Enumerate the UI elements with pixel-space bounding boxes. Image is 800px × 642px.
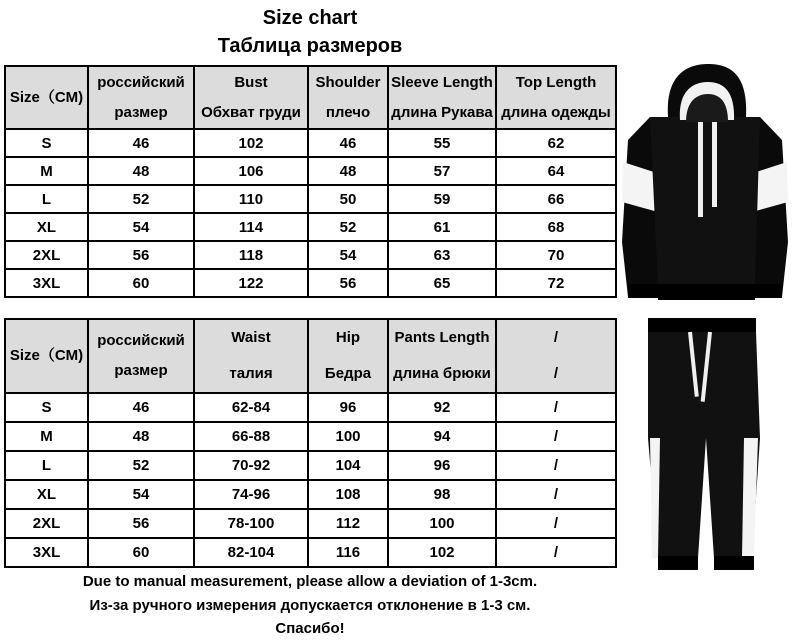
header-label: Top Length xyxy=(515,73,597,91)
bottom-table-cell: 98 xyxy=(388,480,496,509)
header-size xyxy=(5,66,88,129)
top-table-cell: 64 xyxy=(496,157,616,185)
bottom-table-cell: 46 xyxy=(88,393,194,422)
bottom-table-cell: 100 xyxy=(308,422,388,451)
bottom-table-cell: 62-84 xyxy=(194,393,308,422)
bottom-table-cell: 82-104 xyxy=(194,538,308,567)
bottom-table-row xyxy=(5,393,616,422)
bottom-table-cell: 96 xyxy=(308,393,388,422)
bottom-table-cell: M xyxy=(5,422,88,451)
bottom-table-cell: / xyxy=(496,538,616,567)
top-table-row xyxy=(5,213,616,241)
pants-image xyxy=(630,318,780,573)
bottom-table-cell: / xyxy=(496,422,616,451)
bottom-table-cell: 92 xyxy=(388,393,496,422)
header-label: Обхват груди xyxy=(201,103,301,121)
top-table-cell: 68 xyxy=(496,213,616,241)
header-label: талия xyxy=(229,365,273,382)
bottom-table-cell: S xyxy=(5,393,88,422)
bottom-table-cell: / xyxy=(496,509,616,538)
bottom-table-row xyxy=(5,451,616,480)
bottom-table-cell: 2XL xyxy=(5,509,88,538)
top-table-cell: XL xyxy=(5,213,88,241)
top-table-cell: 63 xyxy=(388,241,496,269)
top-table-cell: 102 xyxy=(194,129,308,157)
header-label: российский xyxy=(97,73,185,91)
hoodie-image xyxy=(620,62,790,307)
top-table-cell: 60 xyxy=(88,269,194,297)
bottom-table-row xyxy=(5,422,616,451)
bottom-table-cell: / xyxy=(496,451,616,480)
top-table-cell: 114 xyxy=(194,213,308,241)
header-sleeve-length xyxy=(388,66,496,129)
top-table-cell: 56 xyxy=(88,241,194,269)
bottom-table-cell: 66-88 xyxy=(194,422,308,451)
bottom-table-cell: 48 xyxy=(88,422,194,451)
bottom-table-cell: 78-100 xyxy=(194,509,308,538)
header-label: размер xyxy=(114,103,168,121)
top-table-row xyxy=(5,129,616,157)
top-table-cell: 48 xyxy=(308,157,388,185)
header-shoulder xyxy=(308,66,388,129)
bottom-table-cell: 94 xyxy=(388,422,496,451)
top-table-cell: S xyxy=(5,129,88,157)
header-label: Sleeve Length xyxy=(391,73,493,91)
header-label: / xyxy=(553,329,559,346)
top-table-cell: 46 xyxy=(308,129,388,157)
top-table-cell: 106 xyxy=(194,157,308,185)
top-table-cell: 62 xyxy=(496,129,616,157)
header-size-label: Size（CM) xyxy=(9,88,84,106)
bottom-table-cell: 3XL xyxy=(5,538,88,567)
header-label: российский xyxy=(97,332,185,349)
top-table-cell: M xyxy=(5,157,88,185)
top-table-cell: 122 xyxy=(194,269,308,297)
header-top-length xyxy=(496,66,616,129)
bottom-table-cell: 112 xyxy=(308,509,388,538)
top-table-cell: 66 xyxy=(496,185,616,213)
header-empty xyxy=(496,319,616,393)
top-table-cell: 52 xyxy=(308,213,388,241)
header-label: Waist xyxy=(231,329,271,346)
top-table-cell: 2XL xyxy=(5,241,88,269)
bottom-table-header xyxy=(5,319,616,393)
header-label: длина брюки xyxy=(393,365,491,382)
header-pants-length xyxy=(388,319,496,393)
top-table-cell: 59 xyxy=(388,185,496,213)
title-russian: Таблица размеров xyxy=(217,35,403,57)
thanks-note: Спасибо! xyxy=(275,620,345,637)
bottom-table-cell: / xyxy=(496,393,616,422)
header-label: размер xyxy=(114,362,168,379)
top-table-cell: 54 xyxy=(88,213,194,241)
bottom-table-row xyxy=(5,480,616,509)
bottom-table-cell: 60 xyxy=(88,538,194,567)
deviation-note-russian: Из-за ручного измерения допускается отклонение в 1-3 см. xyxy=(89,597,531,614)
bottom-table-cell: 108 xyxy=(308,480,388,509)
top-table-row xyxy=(5,241,616,269)
top-table-body xyxy=(5,129,616,297)
top-table-cell: 50 xyxy=(308,185,388,213)
header-size xyxy=(5,319,88,393)
bottom-table-cell: / xyxy=(496,480,616,509)
bottom-table-cell: 116 xyxy=(308,538,388,567)
top-table-header xyxy=(5,66,616,129)
top-table-cell: 110 xyxy=(194,185,308,213)
header-size-label: Size（CM) xyxy=(9,347,84,364)
header-russian-size xyxy=(88,66,194,129)
bottom-table-cell: 74-96 xyxy=(194,480,308,509)
top-table-cell: 72 xyxy=(496,269,616,297)
bottom-table-cell: L xyxy=(5,451,88,480)
top-table-row xyxy=(5,269,616,297)
top-table-cell: 56 xyxy=(308,269,388,297)
top-table-cell: 118 xyxy=(194,241,308,269)
top-table-row xyxy=(5,185,616,213)
bottom-table-row xyxy=(5,538,616,567)
bottom-table-cell: 70-92 xyxy=(194,451,308,480)
header-label: Pants Length xyxy=(394,329,490,346)
bottom-table-cell: 52 xyxy=(88,451,194,480)
header-label: длина одежды xyxy=(501,103,611,121)
bottom-table-row xyxy=(5,509,616,538)
header-waist xyxy=(194,319,308,393)
bottom-table-body xyxy=(5,393,616,567)
top-table-cell: 52 xyxy=(88,185,194,213)
bottom-table-cell: 96 xyxy=(388,451,496,480)
header-label: / xyxy=(553,365,559,382)
header-hip xyxy=(308,319,388,393)
top-table-cell: 57 xyxy=(388,157,496,185)
top-table-cell: 61 xyxy=(388,213,496,241)
top-table-cell: 65 xyxy=(388,269,496,297)
header-label: длина Рукава xyxy=(391,103,493,121)
top-table-cell: L xyxy=(5,185,88,213)
top-table-cell: 48 xyxy=(88,157,194,185)
bottom-table-cell: 104 xyxy=(308,451,388,480)
bottom-table-cell: XL xyxy=(5,480,88,509)
bottom-table-cell: 100 xyxy=(388,509,496,538)
bottom-size-table xyxy=(4,318,617,568)
top-table-cell: 3XL xyxy=(5,269,88,297)
top-table-cell: 70 xyxy=(496,241,616,269)
deviation-note-english: Due to manual measurement, please allow a deviation of 1-3cm. xyxy=(82,573,538,590)
bottom-table-cell: 54 xyxy=(88,480,194,509)
bottom-table-cell: 102 xyxy=(388,538,496,567)
top-table-row xyxy=(5,157,616,185)
top-size-table xyxy=(4,65,617,298)
header-label: Shoulder xyxy=(315,73,381,91)
top-table-cell: 46 xyxy=(88,129,194,157)
header-label: плечо xyxy=(325,103,371,121)
header-bust xyxy=(194,66,308,129)
title-english: Size chart xyxy=(262,7,358,29)
top-table-cell: 54 xyxy=(308,241,388,269)
header-label: Bust xyxy=(234,73,268,91)
header-label: Бедра xyxy=(324,365,372,382)
bottom-table-cell: 56 xyxy=(88,509,194,538)
header-russian-size xyxy=(88,319,194,393)
header-label: Hip xyxy=(335,329,361,346)
top-table-cell: 55 xyxy=(388,129,496,157)
